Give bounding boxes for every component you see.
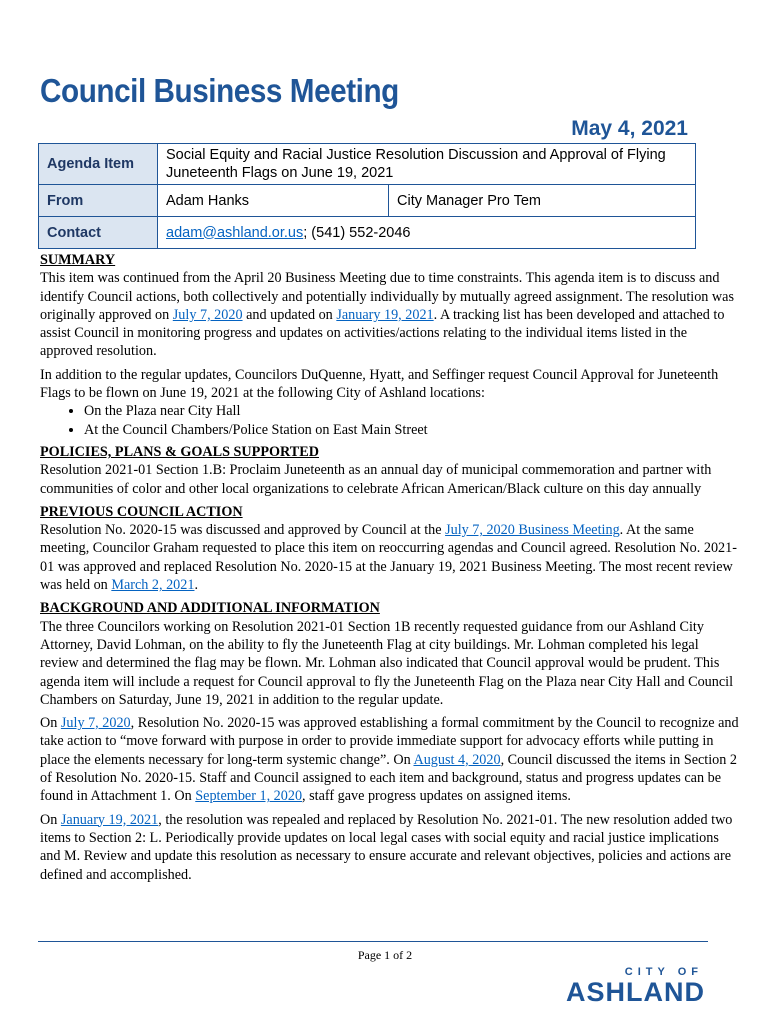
- text-segment: and updated on: [242, 306, 337, 323]
- footer-divider: [38, 941, 708, 942]
- text-segment: On: [40, 811, 61, 828]
- link-july-7-2020[interactable]: July 7, 2020: [172, 306, 243, 323]
- contact-email-link[interactable]: adam@ashland.or.us: [166, 224, 304, 241]
- logo-ashland-text: ASHLAND: [566, 977, 705, 1007]
- link-august-4-2020[interactable]: August 4, 2020: [413, 751, 501, 768]
- from-label: From: [39, 185, 158, 217]
- background-paragraph-1: The three Councilors working on Resolution 2021-01 Section 1B recently requested guidance from our Ashland City Attorney, David Lohman, on the ability to fly the Juneteenth Flag at city buildings. Mr. Lohman completed his legal review and determined the flag may be flown. Mr. Lohman also indicated that Council approval would be prudent. This agenda item will include a request for Council approval to fly the Juneteenth Flag on the Plaza near City Hall and Council Chambers on Saturday, June 19, 2021 in addition to the regular update.: [40, 618, 734, 708]
- list-item: • At the Council Chambers/Police Station on East Main Street: [84, 421, 740, 439]
- text-segment: . At the same meeting, Councilor Graham requested to place this item on reoccurring agendas and Council agreed. Resolution No. 2021-01 was approved and replaced Resolution No. 2020-15 at the January 19, 2021 Business Meeting. The most recent review was held on: [40, 522, 737, 594]
- policies-heading: POLICIES, PLANS & GOALS SUPPORTED: [40, 443, 319, 460]
- text-segment: . A tracking list has been developed and attached to assist Council in monitoring progress and updates on activities/actions relating to the individual items listed in the approved resolution.: [40, 306, 725, 360]
- background-paragraph-2: [40, 714, 740, 805]
- previous-action-heading: PREVIOUS COUNCIL ACTION: [40, 503, 243, 520]
- meeting-date: May 4, 2021: [571, 117, 688, 140]
- link-january-19-2021[interactable]: January 19, 2021: [60, 811, 159, 828]
- link-september-1-2020[interactable]: September 1, 2020: [195, 788, 303, 805]
- contact-phone: ; (541) 552-2046: [303, 224, 411, 241]
- link-july-7-2020-business-meeting[interactable]: July 7, 2020 Business Meeting: [445, 522, 620, 539]
- city-of-ashland-logo: [535, 966, 705, 1006]
- summary-paragraph-2: In addition to the regular updates, Councilors DuQuenne, Hyatt, and Seffinger request Council Approval for Juneteenth Flags to be flown on June 19, 2021 at the following City of Ashland locations:: [40, 366, 719, 402]
- link-july-7-2020[interactable]: July 7, 2020: [60, 715, 131, 732]
- from-title: City Manager Pro Tem: [389, 185, 696, 217]
- text-segment: , Resolution No. 2020-15 was approved establishing a formal commitment by the Council to recognize and take action to “move forward with purpose in order to provide immediate support for advocacy efforts while putting in place the elements necessary for long-term systemic change”. On: [40, 715, 739, 768]
- text-segment: , staff gave progress updates on assigned items.: [302, 788, 571, 805]
- text-segment: , Council discussed the items in Section 2 of Resolution No. 2020-15. Staff and Council assigned to each item and background, status and progress updates can be found in Attachment 1. On: [40, 751, 738, 805]
- agenda-info-table: [38, 143, 696, 249]
- policies-paragraph: Resolution 2021-01 Section 1.B: Proclaim Juneteenth as an annual day of municipal commemoration and partner with communities of color and other local organizations to celebrate African American/Black culture on this day annually: [40, 462, 712, 497]
- flag-locations-list: [40, 402, 740, 439]
- agenda-item-label: Agenda Item: [39, 144, 158, 185]
- logo-city-of-text: CITY OF: [624, 966, 703, 978]
- text-segment: On: [40, 715, 61, 732]
- document-body: [40, 251, 740, 889]
- link-march-2-2021[interactable]: March 2, 2021: [111, 577, 195, 594]
- contact-value: [158, 217, 696, 249]
- text-segment: .: [194, 577, 199, 594]
- background-paragraph-3: [40, 811, 740, 884]
- summary-paragraph-1: [40, 269, 740, 360]
- list-item: • On the Plaza near City Hall: [84, 402, 740, 420]
- contact-label: Contact: [39, 217, 158, 249]
- page-number: Page 1 of 2: [357, 948, 413, 962]
- link-january-19-2021[interactable]: January 19, 2021: [336, 306, 434, 323]
- text-segment: This item was continued from the April 20 Business Meeting due to time constraints. This agenda item is to discuss and identify Council actions, both collectively and potentially individually by mutually agreed assignment. The resolution was originally approved on: [40, 270, 734, 323]
- background-heading: BACKGROUND AND ADDITIONAL INFORMATION: [40, 600, 380, 617]
- text-segment: , the resolution was repealed and replaced by Resolution No. 2021-01. The new resolution added two items to Section 2: L. Periodically provide updates on local legal cases with social equity and racial justice implications and M. Review and update this resolution as necessary to ensure accurate and relevant objectives, policies and actions are defined and accomplished.: [40, 811, 733, 883]
- agenda-item-value: Social Equity and Racial Justice Resolution Discussion and Approval of Flying Juneteenth Flags on June 19, 2021: [158, 144, 696, 185]
- page-title: Council Business Meeting: [40, 72, 399, 109]
- previous-action-paragraph: [40, 521, 740, 594]
- summary-heading: SUMMARY: [40, 252, 116, 268]
- text-segment: Resolution No. 2020-15 was discussed and approved by Council at the: [40, 522, 446, 539]
- from-name: Adam Hanks: [158, 185, 389, 217]
